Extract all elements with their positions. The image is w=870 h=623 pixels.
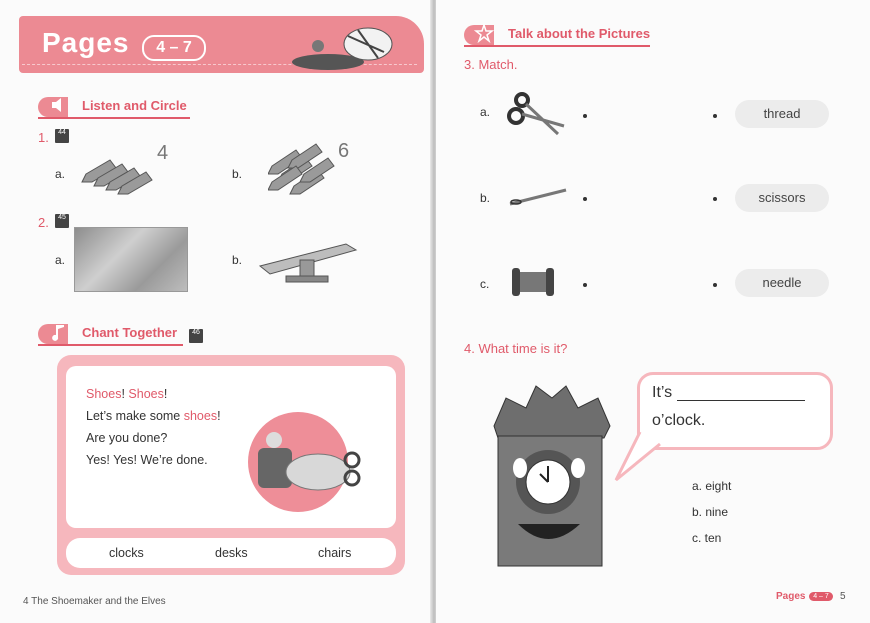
bubble-its: It’s — [652, 384, 673, 401]
scissors-icon — [506, 92, 568, 136]
music-note-icon — [48, 322, 68, 342]
match-a-label: a. — [480, 105, 491, 119]
six-pencils-picture[interactable] — [268, 140, 338, 200]
right-footer-pages: Pages — [776, 591, 806, 602]
q2-option-a-label[interactable]: a. — [55, 253, 66, 267]
chant-line-1: Shoes! Shoes! — [86, 387, 168, 401]
right-footer-range: 4 – 7 — [809, 592, 833, 601]
chant-word-2: desks — [215, 546, 248, 560]
shoemaker-illustration — [288, 24, 398, 72]
time-option-a[interactable]: a. eight — [692, 479, 732, 493]
star-icon — [474, 23, 494, 43]
grandfather-clock-illustration — [486, 378, 616, 570]
section-rule — [38, 117, 190, 119]
question-2-number: 2. — [38, 215, 49, 230]
chant-line-2: Let’s make some shoes! — [86, 409, 221, 423]
question-1-number: 1. — [38, 130, 49, 145]
listen-and-circle-header — [38, 97, 190, 119]
match-title: 3. Match. — [464, 57, 518, 72]
answer-blank-line[interactable] — [677, 400, 805, 401]
elves-illustration — [244, 412, 376, 512]
four-pencils-picture[interactable] — [80, 148, 160, 196]
track-44-badge: 44 — [55, 129, 69, 143]
time-option-c[interactable]: c. ten — [692, 531, 722, 545]
match-word-scissors[interactable]: scissors — [735, 184, 829, 212]
section-rule — [38, 344, 183, 346]
left-page — [0, 0, 432, 623]
pages-range: 4 – 7 — [142, 35, 206, 61]
match-b-label: b. — [480, 191, 491, 205]
match-dot-word-2[interactable] — [713, 197, 717, 201]
thread-spool-icon — [510, 264, 556, 300]
match-dot-a-left[interactable] — [583, 114, 587, 118]
match-dot-c-left[interactable] — [583, 283, 587, 287]
match-c-label: c. — [480, 277, 490, 291]
right-footer-page-number: 5 — [840, 591, 846, 602]
q1-option-a-label[interactable]: a. — [55, 167, 66, 181]
time-option-b[interactable]: b. nine — [692, 505, 729, 519]
q1-b-count: 6 — [338, 140, 350, 162]
track-46-badge: 46 — [189, 329, 203, 343]
needle-icon — [506, 186, 570, 208]
listen-and-circle-title: Listen and Circle — [82, 98, 187, 113]
q1-a-count: 4 — [157, 142, 169, 164]
seesaw-picture[interactable] — [256, 238, 360, 286]
left-footer: 4 The Shoemaker and the Elves — [23, 596, 166, 607]
q1-option-b-label[interactable]: b. — [232, 167, 243, 181]
q2-option-b-label[interactable]: b. — [232, 253, 243, 267]
section-rule — [464, 45, 650, 47]
chant-together-title: Chant Together — [82, 325, 178, 340]
match-dot-word-3[interactable] — [713, 283, 717, 287]
talk-about-pictures-header — [464, 25, 650, 47]
match-word-needle[interactable]: needle — [735, 269, 829, 297]
time-title: 4. What time is it? — [464, 341, 568, 356]
sewing-photo[interactable] — [74, 227, 188, 292]
chant-word-3: chairs — [318, 546, 352, 560]
match-word-thread[interactable]: thread — [735, 100, 829, 128]
talk-about-pictures-title: Talk about the Pictures — [508, 26, 651, 41]
speaker-icon — [48, 95, 68, 115]
match-dot-word-1[interactable] — [713, 114, 717, 118]
chant-line-4: Yes! Yes! We’re done. — [86, 453, 208, 467]
chant-word-bar — [66, 538, 396, 568]
pages-title: Pages — [42, 27, 130, 58]
match-dot-b-left[interactable] — [583, 197, 587, 201]
bubble-oclock: o’clock. — [652, 412, 706, 429]
chant-word-1: clocks — [109, 546, 144, 560]
chant-line-3: Are you done? — [86, 431, 168, 445]
track-45-badge: 45 — [55, 214, 69, 228]
speech-bubble-tail — [612, 428, 662, 484]
chant-together-header — [38, 324, 183, 346]
